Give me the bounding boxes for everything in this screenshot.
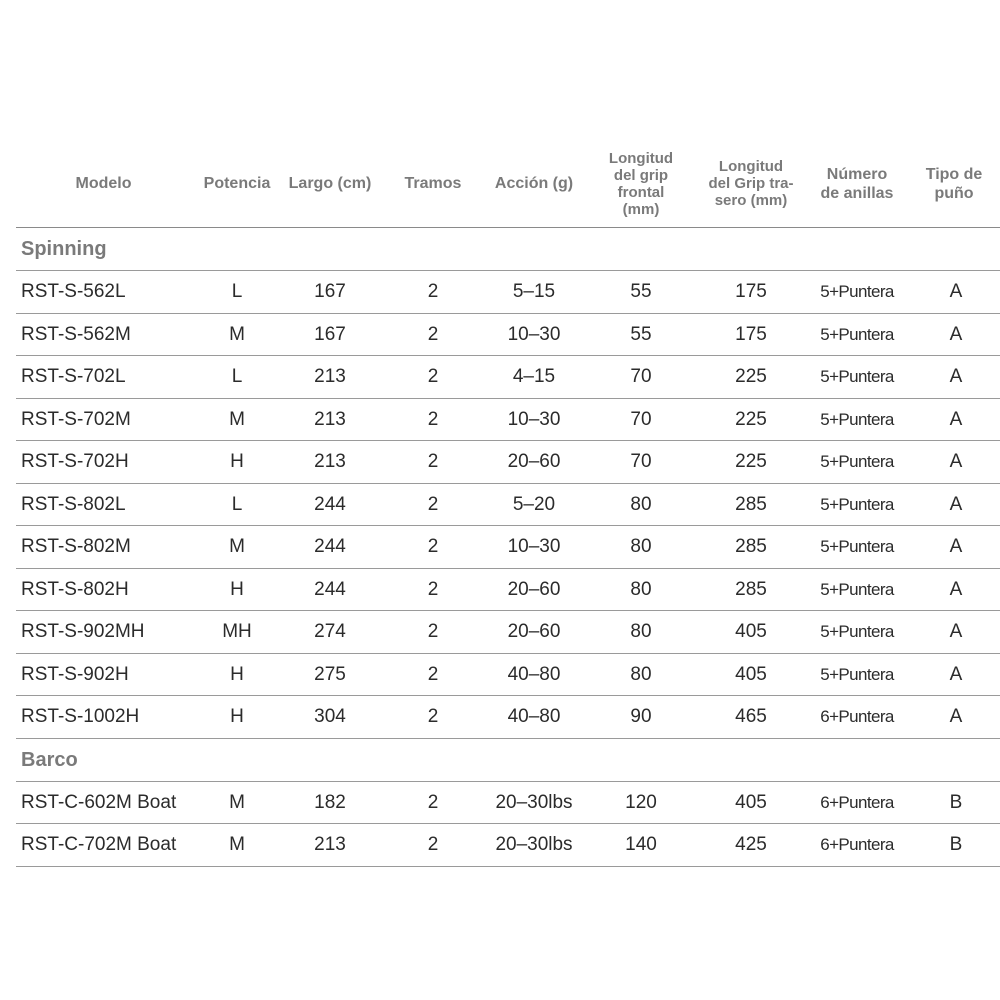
cell-potencia: H — [230, 451, 244, 472]
cell-largo: 213 — [314, 408, 346, 430]
cell-grip-trasero: 225 — [735, 366, 767, 387]
cell-modelo: RST-S-802M — [21, 536, 131, 557]
cell-modelo: RST-S-702M — [21, 408, 131, 430]
cell-grip-frontal: 80 — [630, 663, 652, 685]
cell-tramos: 2 — [427, 834, 439, 855]
cell-potencia: M — [229, 791, 245, 813]
cell-largo: 167 — [314, 281, 346, 302]
cell-largo: 244 — [314, 493, 346, 515]
cell-accion: 40–80 — [507, 706, 561, 727]
cell-tramos: 2 — [427, 408, 439, 430]
cell-grip-frontal: 90 — [630, 706, 652, 727]
col-header-grip-frontal: Longitud del grip frontal (mm) — [608, 149, 674, 218]
cell-grip-trasero: 225 — [735, 408, 767, 430]
cell-tipo-puno: A — [949, 366, 963, 387]
table-row — [16, 441, 1000, 484]
cell-grip-trasero: 465 — [735, 706, 767, 727]
section-row — [16, 228, 1000, 271]
cell-tipo-puno: A — [949, 536, 963, 557]
cell-grip-frontal: 140 — [625, 834, 657, 855]
cell-modelo: RST-S-802L — [21, 493, 126, 515]
cell-accion: 20–60 — [507, 621, 561, 642]
cell-grip-trasero: 175 — [735, 323, 767, 345]
cell-accion: 5–20 — [512, 493, 556, 515]
cell-tipo-puno: A — [949, 493, 963, 515]
col-header-largo: Largo (cm) — [288, 175, 372, 192]
cell-accion: 20–30lbs — [495, 834, 573, 855]
cell-tipo-puno: A — [949, 281, 963, 302]
cell-potencia: M — [229, 323, 245, 345]
cell-accion: 20–30lbs — [495, 791, 573, 813]
cell-tramos: 2 — [427, 493, 439, 515]
cell-tramos: 2 — [427, 578, 439, 600]
table-body — [16, 228, 1000, 867]
cell-anillas: 5+Puntera — [820, 664, 894, 684]
cell-accion: 20–60 — [507, 451, 561, 472]
table-row — [16, 271, 1000, 314]
col-header-accion: Acción (g) — [494, 175, 574, 192]
cell-accion: 5–15 — [512, 281, 556, 302]
table-row — [16, 484, 1000, 527]
table-row — [16, 611, 1000, 654]
cell-modelo: RST-S-802H — [21, 578, 129, 600]
cell-tipo-puno: A — [949, 408, 963, 430]
cell-tramos: 2 — [427, 366, 439, 387]
cell-modelo: RST-C-702M Boat — [21, 834, 177, 855]
cell-modelo: RST-S-1002H — [21, 706, 140, 727]
cell-grip-frontal: 55 — [630, 323, 652, 345]
section-row — [16, 739, 1000, 782]
cell-modelo: RST-S-702L — [21, 366, 126, 387]
cell-grip-trasero: 405 — [735, 791, 767, 813]
cell-potencia: M — [229, 536, 245, 557]
cell-tramos: 2 — [427, 323, 439, 345]
cell-largo: 244 — [314, 578, 346, 600]
cell-grip-trasero: 425 — [735, 834, 767, 855]
cell-grip-frontal: 80 — [630, 493, 652, 515]
section-label: Barco — [21, 748, 78, 771]
cell-grip-frontal: 70 — [630, 366, 652, 387]
cell-grip-frontal: 55 — [630, 281, 652, 302]
cell-largo: 213 — [314, 451, 346, 472]
cell-largo: 167 — [314, 323, 346, 345]
cell-tramos: 2 — [427, 536, 439, 557]
cell-tipo-puno: A — [949, 706, 963, 727]
cell-accion: 10–30 — [507, 408, 561, 430]
col-header-tipo-puno-text: Tipo de puño — [925, 165, 983, 202]
col-header-anillas: Número de anillas — [820, 165, 894, 202]
cell-largo: 213 — [314, 366, 346, 387]
cell-grip-frontal: 80 — [630, 578, 652, 600]
cell-largo: 274 — [314, 621, 346, 642]
table-row — [16, 569, 1000, 612]
col-header-modelo: Modelo — [75, 175, 132, 192]
cell-anillas: 6+Puntera — [820, 792, 894, 812]
cell-potencia: H — [230, 706, 244, 727]
cell-tipo-puno: B — [949, 791, 963, 813]
cell-largo: 213 — [314, 834, 346, 855]
cell-potencia: H — [230, 578, 244, 600]
table-row — [16, 314, 1000, 357]
cell-anillas: 5+Puntera — [820, 537, 894, 556]
cell-tramos: 2 — [427, 451, 439, 472]
table-row — [16, 654, 1000, 697]
cell-anillas: 5+Puntera — [820, 324, 894, 344]
cell-potencia: M — [229, 408, 245, 430]
cell-anillas: 5+Puntera — [820, 367, 894, 386]
cell-grip-trasero: 405 — [735, 621, 767, 642]
cell-tipo-puno: B — [949, 834, 963, 855]
cell-largo: 304 — [314, 706, 346, 727]
spec-table — [16, 140, 1000, 867]
cell-grip-frontal: 80 — [630, 621, 652, 642]
cell-tramos: 2 — [427, 791, 439, 813]
cell-tramos: 2 — [427, 281, 439, 302]
table-row — [16, 696, 1000, 739]
col-header-tramos: Tramos — [404, 175, 462, 192]
cell-anillas: 6+Puntera — [820, 835, 894, 854]
cell-tipo-puno: A — [949, 323, 963, 345]
cell-tramos: 2 — [427, 621, 439, 642]
cell-anillas: 5+Puntera — [820, 494, 894, 514]
cell-grip-trasero: 285 — [735, 578, 767, 600]
cell-grip-trasero: 175 — [735, 281, 767, 302]
cell-potencia: L — [231, 366, 243, 387]
table-row — [16, 782, 1000, 825]
cell-tipo-puno: A — [949, 451, 963, 472]
cell-largo: 244 — [314, 536, 346, 557]
section-label: Spinning — [21, 238, 107, 260]
cell-accion: 4–15 — [512, 366, 556, 387]
cell-anillas: 5+Puntera — [820, 452, 894, 471]
cell-modelo: RST-S-562M — [21, 323, 131, 345]
cell-accion: 20–60 — [507, 578, 561, 600]
cell-anillas: 5+Puntera — [820, 409, 894, 429]
cell-tramos: 2 — [427, 706, 439, 727]
table-row — [16, 526, 1000, 569]
cell-modelo: RST-S-562L — [21, 281, 126, 302]
cell-potencia: M — [229, 834, 245, 855]
table-row — [16, 824, 1000, 867]
col-header-grip-trasero: Longitud del Grip tra- sero (mm) — [708, 158, 794, 209]
cell-grip-trasero: 225 — [735, 451, 767, 472]
cell-anillas: 5+Puntera — [820, 622, 894, 641]
cell-accion: 40–80 — [507, 663, 561, 685]
cell-largo: 275 — [314, 663, 346, 685]
cell-tipo-puno: A — [949, 663, 963, 685]
cell-anillas: 5+Puntera — [820, 282, 894, 301]
cell-accion: 10–30 — [507, 323, 561, 345]
cell-tramos: 2 — [427, 663, 439, 685]
cell-grip-trasero: 285 — [735, 493, 767, 515]
cell-potencia: MH — [222, 621, 252, 642]
cell-grip-frontal: 70 — [630, 408, 652, 430]
col-header-potencia: Potencia — [203, 175, 271, 192]
cell-grip-frontal: 80 — [630, 536, 652, 557]
cell-modelo: RST-S-902H — [21, 663, 129, 685]
cell-modelo: RST-S-902MH — [21, 621, 145, 642]
cell-tipo-puno: A — [949, 621, 963, 642]
table-row — [16, 399, 1000, 442]
cell-grip-frontal: 70 — [630, 451, 652, 472]
cell-potencia: L — [231, 493, 243, 515]
cell-modelo: RST-C-602M Boat — [21, 791, 177, 813]
cell-potencia: H — [230, 663, 244, 685]
table-header — [16, 140, 1000, 228]
cell-anillas: 5+Puntera — [820, 579, 894, 599]
cell-grip-frontal: 120 — [625, 791, 657, 813]
cell-grip-trasero: 405 — [735, 663, 767, 685]
cell-potencia: L — [231, 281, 243, 302]
cell-grip-trasero: 285 — [735, 536, 767, 557]
cell-anillas: 6+Puntera — [820, 707, 894, 726]
table-row — [16, 356, 1000, 399]
cell-tipo-puno: A — [949, 578, 963, 600]
cell-modelo: RST-S-702H — [21, 451, 129, 472]
col-header-tipo-puno — [916, 140, 1000, 227]
cell-largo: 182 — [314, 791, 346, 813]
cell-accion: 10–30 — [507, 536, 561, 557]
